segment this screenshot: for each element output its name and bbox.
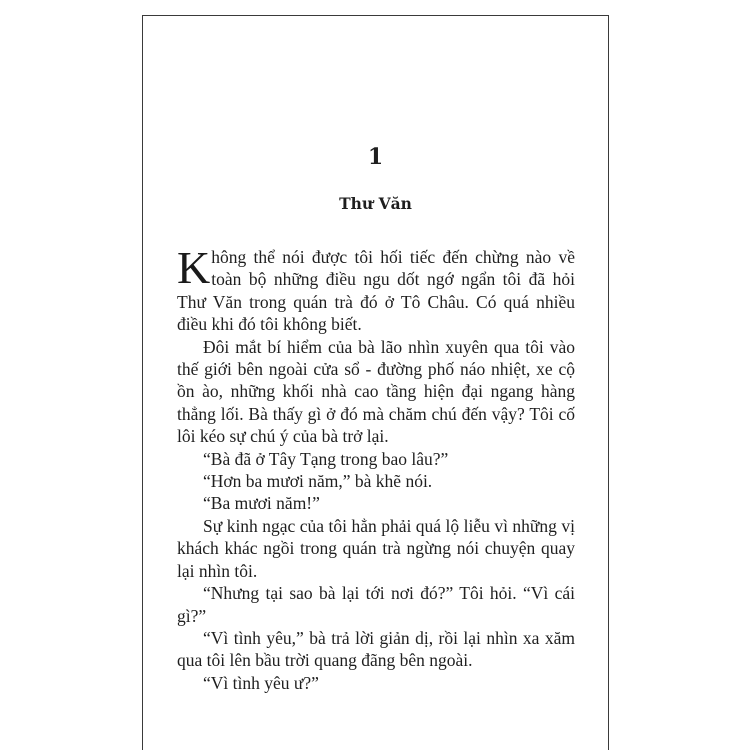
paragraph-9: “Vì tình yêu ư?”	[203, 672, 319, 693]
drop-cap: K	[177, 242, 211, 293]
book-page	[142, 15, 609, 750]
paragraph-1	[177, 242, 575, 336]
paragraph-1-text: hông thể nói được tôi hối tiếc đến chừng nào về toàn bộ những điều ngu dốt ngớ ngẩn tôi đã hỏi Thư Văn trong quán trà đó ở Tô Châu. Có quá nhiều điều khi đó tôi không biết.	[177, 247, 575, 335]
chapter-number: 1	[367, 144, 384, 170]
chapter-title: Thư Văn	[339, 194, 412, 213]
paragraph-8: “Vì tình yêu,” bà trả lời giản dị, rồi lại nhìn xa xăm qua tôi lên bầu trời quang đãng bên ngoài.	[177, 627, 575, 671]
paragraph-3: “Bà đã ở Tây Tạng trong bao lâu?”	[203, 448, 449, 469]
paragraph-7: “Nhưng tại sao bà lại tới nơi đó?” Tôi hỏi. “Vì cái gì?”	[177, 583, 575, 626]
paragraph-2: Đôi mắt bí hiểm của bà lão nhìn xuyên qua tôi vào thế giới bên ngoài cửa sổ - đường phố náo nhiệt, xe cộ ồn ào, những khối nhà cao tầng hiện đại ngang hàng thẳng lối. Bà thấy gì ở đó mà chăm chú đến vậy? Tôi cố lôi kéo sự chú ý của bà trở lại.	[177, 336, 575, 447]
chapter-body	[177, 242, 575, 694]
paragraph-5: “Ba mươi năm!”	[203, 493, 320, 514]
paragraph-4: “Hơn ba mươi năm,” bà khẽ nói.	[203, 471, 433, 492]
paragraph-6: Sự kinh ngạc của tôi hẳn phải quá lộ liễu vì những vị khách khác ngồi trong quán trà ngừng nói chuyện quay lại nhìn tôi.	[177, 515, 575, 581]
